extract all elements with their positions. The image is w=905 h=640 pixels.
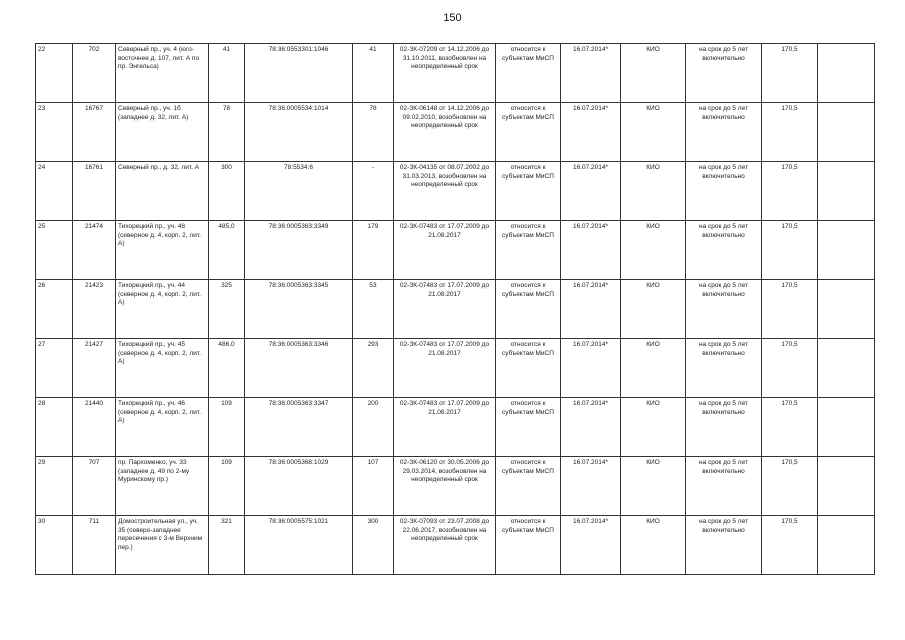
cell-row-number: 28 <box>36 398 73 457</box>
cell-contract-info: 02-ЗК-07483 от 17.07.2009 до 21.08.2017 <box>394 339 496 398</box>
cell-cadastral-number: 78:36:0005363:3349 <box>245 221 353 280</box>
cell-rate: 170,5 <box>762 103 818 162</box>
cell-contract-info: 02-ЗК-07483 от 17.07.2009 до 21.08.2017 <box>394 398 496 457</box>
cell-inclusion-date: 16.07.2014* <box>561 457 621 516</box>
cell-organization: КИО <box>621 398 686 457</box>
cell-cadastral-number: 78:36:0005363:3347 <box>245 398 353 457</box>
cell-inclusion-date: 16.07.2014* <box>561 103 621 162</box>
cell-smb-status: относится к субъектам МиСП <box>496 516 561 575</box>
cell-cadastral-number: 78:36:0005363:3345 <box>245 280 353 339</box>
cell-contract-info: 02-ЗК-07483 от 17.07.2009 до 21.08.2017 <box>394 280 496 339</box>
cell-plot-area: 486,0 <box>209 339 245 398</box>
cell-row-number: 27 <box>36 339 73 398</box>
cell-note <box>818 457 875 516</box>
cell-cadastral-number: 78:36:0553301:1046 <box>245 44 353 103</box>
cell-leased-area: 78 <box>353 103 394 162</box>
cell-smb-status: относится к субъектам МиСП <box>496 398 561 457</box>
cell-contract-info: 02-ЗК-06148 от 14.12.2006 до 09.02.2010, возобновлен на неопределенный срок <box>394 103 496 162</box>
cell-smb-status: относится к субъектам МиСП <box>496 162 561 221</box>
cell-leased-area: 300 <box>353 516 394 575</box>
cell-organization: КИО <box>621 457 686 516</box>
cell-inclusion-date: 16.07.2014* <box>561 339 621 398</box>
cell-leased-area: 179 <box>353 221 394 280</box>
cell-inclusion-date: 16.07.2014* <box>561 44 621 103</box>
cell-inclusion-date: 16.07.2014* <box>561 280 621 339</box>
cell-note <box>818 44 875 103</box>
cell-object-code: 21427 <box>73 339 116 398</box>
cell-contract-info: 02-ЗК-07209 от 14.12.2006 до 31.10.2011, возобновлен на неопределенный срок <box>394 44 496 103</box>
table-body <box>36 44 875 575</box>
cell-row-number: 30 <box>36 516 73 575</box>
cell-smb-status: относится к субъектам МиСП <box>496 103 561 162</box>
cell-smb-status: относится к субъектам МиСП <box>496 339 561 398</box>
cell-plot-area: 300 <box>209 162 245 221</box>
cell-address: Северный пр., уч. 4 (юго-восточнее д. 107, лит. А по пр. Энгельса) <box>116 44 209 103</box>
table-row <box>36 221 875 280</box>
cell-leased-area: - <box>353 162 394 221</box>
cell-cadastral-number: 78:36:0005363:3346 <box>245 339 353 398</box>
cell-organization: КИО <box>621 103 686 162</box>
cell-object-code: 702 <box>73 44 116 103</box>
cell-plot-area: 109 <box>209 398 245 457</box>
cell-plot-area: 325 <box>209 280 245 339</box>
table-row <box>36 516 875 575</box>
cell-note <box>818 398 875 457</box>
cell-plot-area: 41 <box>209 44 245 103</box>
cell-organization: КИО <box>621 221 686 280</box>
cell-leased-area: 200 <box>353 398 394 457</box>
cell-leased-area: 107 <box>353 457 394 516</box>
cell-address: Домостроительная ул., уч. 35 (северо-западнее пересечения с 3-м Верхним пер.) <box>116 516 209 575</box>
cell-rate: 170,5 <box>762 398 818 457</box>
cell-row-number: 23 <box>36 103 73 162</box>
cell-rate: 170,5 <box>762 162 818 221</box>
cell-cadastral-number: 78:36:0005575:1021 <box>245 516 353 575</box>
cell-row-number: 29 <box>36 457 73 516</box>
cell-leased-area: 41 <box>353 44 394 103</box>
cell-address: Тихорецкий пр., уч. 44 (северное д. 4, корп. 2, лит. А) <box>116 280 209 339</box>
cell-smb-status: относится к субъектам МиСП <box>496 280 561 339</box>
cell-organization: КИО <box>621 162 686 221</box>
cell-contract-info: 02-ЗК-07093 от 23.07.2008 до 22.06.2017, возобновлен на неопределенный срок <box>394 516 496 575</box>
cell-cadastral-number: 78:36:0005368:1029 <box>245 457 353 516</box>
cell-rate: 170,5 <box>762 457 818 516</box>
table-row <box>36 398 875 457</box>
cell-inclusion-date: 16.07.2014* <box>561 221 621 280</box>
cell-plot-area: 78 <box>209 103 245 162</box>
cell-object-code: 16761 <box>73 162 116 221</box>
cell-lease-term: на срок до 5 лет включительно <box>686 221 762 280</box>
cell-rate: 170,5 <box>762 221 818 280</box>
cell-rate: 170,5 <box>762 280 818 339</box>
cell-organization: КИО <box>621 339 686 398</box>
cell-organization: КИО <box>621 516 686 575</box>
cell-smb-status: относится к субъектам МиСП <box>496 457 561 516</box>
table-row <box>36 339 875 398</box>
cell-plot-area: 109 <box>209 457 245 516</box>
cell-inclusion-date: 16.07.2014* <box>561 398 621 457</box>
cell-row-number: 24 <box>36 162 73 221</box>
cell-smb-status: относится к субъектам МиСП <box>496 221 561 280</box>
cell-object-code: 16767 <box>73 103 116 162</box>
cell-smb-status: относится к субъектам МиСП <box>496 44 561 103</box>
cell-lease-term: на срок до 5 лет включительно <box>686 457 762 516</box>
cell-plot-area: 321 <box>209 516 245 575</box>
cell-organization: КИО <box>621 280 686 339</box>
cell-contract-info: 02-ЗК-07483 от 17.07.2009 до 21.08.2017 <box>394 221 496 280</box>
table-row <box>36 457 875 516</box>
cell-address: Тихорецкий пр., уч. 48 (северное д. 4, корп. 2, лит. А) <box>116 221 209 280</box>
table-row <box>36 280 875 339</box>
page-number: 150 <box>443 12 462 24</box>
cell-rate: 170,5 <box>762 44 818 103</box>
cell-note <box>818 516 875 575</box>
cell-address: Тихорецкий пр., уч. 46 (северное д. 4, корп. 2, лит. А) <box>116 398 209 457</box>
cell-lease-term: на срок до 5 лет включительно <box>686 339 762 398</box>
cell-cadastral-number: 78:5534:6 <box>245 162 353 221</box>
cell-lease-term: на срок до 5 лет включительно <box>686 516 762 575</box>
cell-note <box>818 162 875 221</box>
table-row <box>36 44 875 103</box>
cell-row-number: 22 <box>36 44 73 103</box>
table-row <box>36 103 875 162</box>
cell-lease-term: на срок до 5 лет включительно <box>686 280 762 339</box>
cell-leased-area: 293 <box>353 339 394 398</box>
cell-plot-area: 485,0 <box>209 221 245 280</box>
cell-address: пр. Пархоменко, уч. 33 (западнее д. 49 по 2-му Муринскому пр.) <box>116 457 209 516</box>
table-row <box>36 162 875 221</box>
cell-rate: 170,5 <box>762 516 818 575</box>
cell-address: Тихорецкий пр., уч. 45 (северное д. 4, корп. 2, лит. А) <box>116 339 209 398</box>
cell-object-code: 21474 <box>73 221 116 280</box>
land-plot-registry-table <box>35 43 875 575</box>
cell-note <box>818 221 875 280</box>
cell-object-code: 21440 <box>73 398 116 457</box>
cell-lease-term: на срок до 5 лет включительно <box>686 162 762 221</box>
cell-lease-term: на срок до 5 лет включительно <box>686 398 762 457</box>
cell-object-code: 711 <box>73 516 116 575</box>
cell-inclusion-date: 16.07.2014* <box>561 162 621 221</box>
cell-contract-info: 02-ЗК-04135 от 08.07.2002 до 31.03.2013, возобновлен на неопределенный срок <box>394 162 496 221</box>
cell-cadastral-number: 78:36:0005534:1014 <box>245 103 353 162</box>
cell-note <box>818 280 875 339</box>
cell-object-code: 21423 <box>73 280 116 339</box>
cell-contract-info: 02-ЗК-06120 от 30.05.2006 до 29.03.2014, возобновлен на неопределенный срок <box>394 457 496 516</box>
cell-address: Северный пр., д. 32, лит. А <box>116 162 209 221</box>
cell-address: Северный пр., уч. 1б (западнее д. 32, лит. А) <box>116 103 209 162</box>
cell-lease-term: на срок до 5 лет включительно <box>686 103 762 162</box>
cell-row-number: 26 <box>36 280 73 339</box>
cell-lease-term: на срок до 5 лет включительно <box>686 44 762 103</box>
cell-row-number: 25 <box>36 221 73 280</box>
cell-note <box>818 103 875 162</box>
cell-leased-area: 53 <box>353 280 394 339</box>
cell-inclusion-date: 16.07.2014* <box>561 516 621 575</box>
cell-organization: КИО <box>621 44 686 103</box>
cell-rate: 170,5 <box>762 339 818 398</box>
cell-note <box>818 339 875 398</box>
cell-object-code: 707 <box>73 457 116 516</box>
